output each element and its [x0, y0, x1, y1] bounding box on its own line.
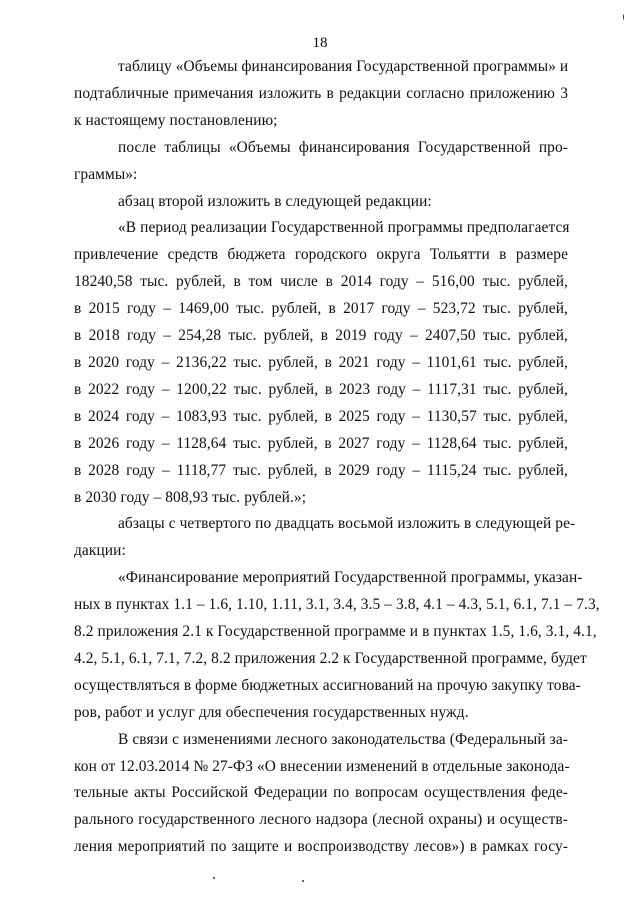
text-line: «Финансирование мероприятий Государственной программы, указан- — [118, 569, 583, 587]
text-line: рального государственного лесного надзора (лесной охраны) и осуществ- — [74, 811, 568, 829]
text-line: 4.2, 5.1, 6.1, 7.1, 7.2, 8.2 приложения 2.2 к Государственной программе, будет — [74, 649, 587, 667]
text-line: в 2030 году – 808,93 тыс. рублей.»; — [74, 488, 307, 506]
text-line: в 2018 году – 254,28 тыс. рублей, в 2019 году – 2407,50 тыс. рублей, — [74, 327, 568, 345]
text-line: в 2024 году – 1083,93 тыс. рублей, в 2025 году – 1130,57 тыс. рублей, — [74, 407, 568, 425]
text-line: «В период реализации Государственной программы предполагается — [118, 219, 570, 237]
page-number: 18 — [312, 35, 328, 51]
text-line: осуществляться в форме бюджетных ассигнований на прочую закупку това- — [74, 676, 581, 694]
text-line: абзац второй изложить в следующей редакции: — [118, 192, 432, 210]
paragraph — [74, 215, 568, 511]
text-line: абзацы с четвертого по двадцать восьмой изложить в следующей ре- — [118, 515, 576, 533]
text-line: ров, работ и услуг для обеспечения государственных нужд. — [74, 703, 469, 721]
text-line: ления мероприятий по защите и воспроизводству лесов») в рамках госу- — [74, 838, 568, 856]
paragraph — [74, 189, 568, 216]
scan-speck — [623, 14, 624, 20]
text-line: в 2026 году – 1128,64 тыс. рублей, в 2027 году – 1128,64 тыс. рублей, — [74, 434, 568, 452]
text-line: 8.2 приложения 2.1 к Государственной программе и в пунктах 1.5, 1.6, 3.1, 4.1, — [74, 623, 597, 641]
text-line: в 2028 году – 1118,77 тыс. рублей, в 2029 году – 1115,24 тыс. рублей, — [74, 461, 568, 479]
text-line: к настоящему постановлению; — [74, 111, 278, 129]
paragraph — [74, 54, 568, 135]
text-line: граммы»: — [74, 165, 138, 183]
text-line: ных в пунктах 1.1 – 1.6, 1.10, 1.11, 3.1, 3.4, 3.5 – 3.8, 4.1 – 4.3, 5.1, 6.1, 7.1 – 7.3, — [74, 596, 600, 614]
text-line: после таблицы «Объемы финансирования Государственной про- — [118, 138, 568, 156]
text-line: таблицу «Объемы финансирования Государственной программы» и — [118, 58, 569, 75]
text-line: В связи с изменениями лесного законодательства (Федеральный за- — [118, 730, 568, 748]
paragraph — [74, 135, 568, 189]
text-line: подтабличные примечания изложить в редакции согласно приложению 3 — [74, 84, 568, 102]
text-line: в 2020 году – 2136,22 тыс. рублей, в 2021 году – 1101,61 тыс. рублей, — [74, 353, 568, 371]
scan-speck — [213, 877, 215, 879]
text-line: привлечение средств бюджета городского округа Тольятти в размере — [74, 246, 568, 264]
text-line: дакции: — [74, 542, 126, 560]
paragraph — [74, 565, 600, 726]
text-line: тельные акты Российской Федерации по вопросам осуществления феде- — [74, 784, 568, 802]
text-line: в 2022 году – 1200,22 тыс. рублей, в 2023 году – 1117,31 тыс. рублей, — [74, 380, 568, 398]
paragraph — [74, 511, 576, 565]
text-line: кон от 12.03.2014 № 27-ФЗ «О внесении изменений в отдельные законода- — [74, 757, 570, 775]
scan-speck — [302, 880, 304, 882]
text-line: в 2015 году – 1469,00 тыс. рублей, в 2017 году – 523,72 тыс. рублей, — [74, 300, 568, 318]
paragraph — [74, 727, 568, 862]
text-line: 18240,58 тыс. рублей, в том числе в 2014 году – 516,00 тыс. рублей, — [74, 273, 568, 291]
document-body — [74, 54, 600, 861]
